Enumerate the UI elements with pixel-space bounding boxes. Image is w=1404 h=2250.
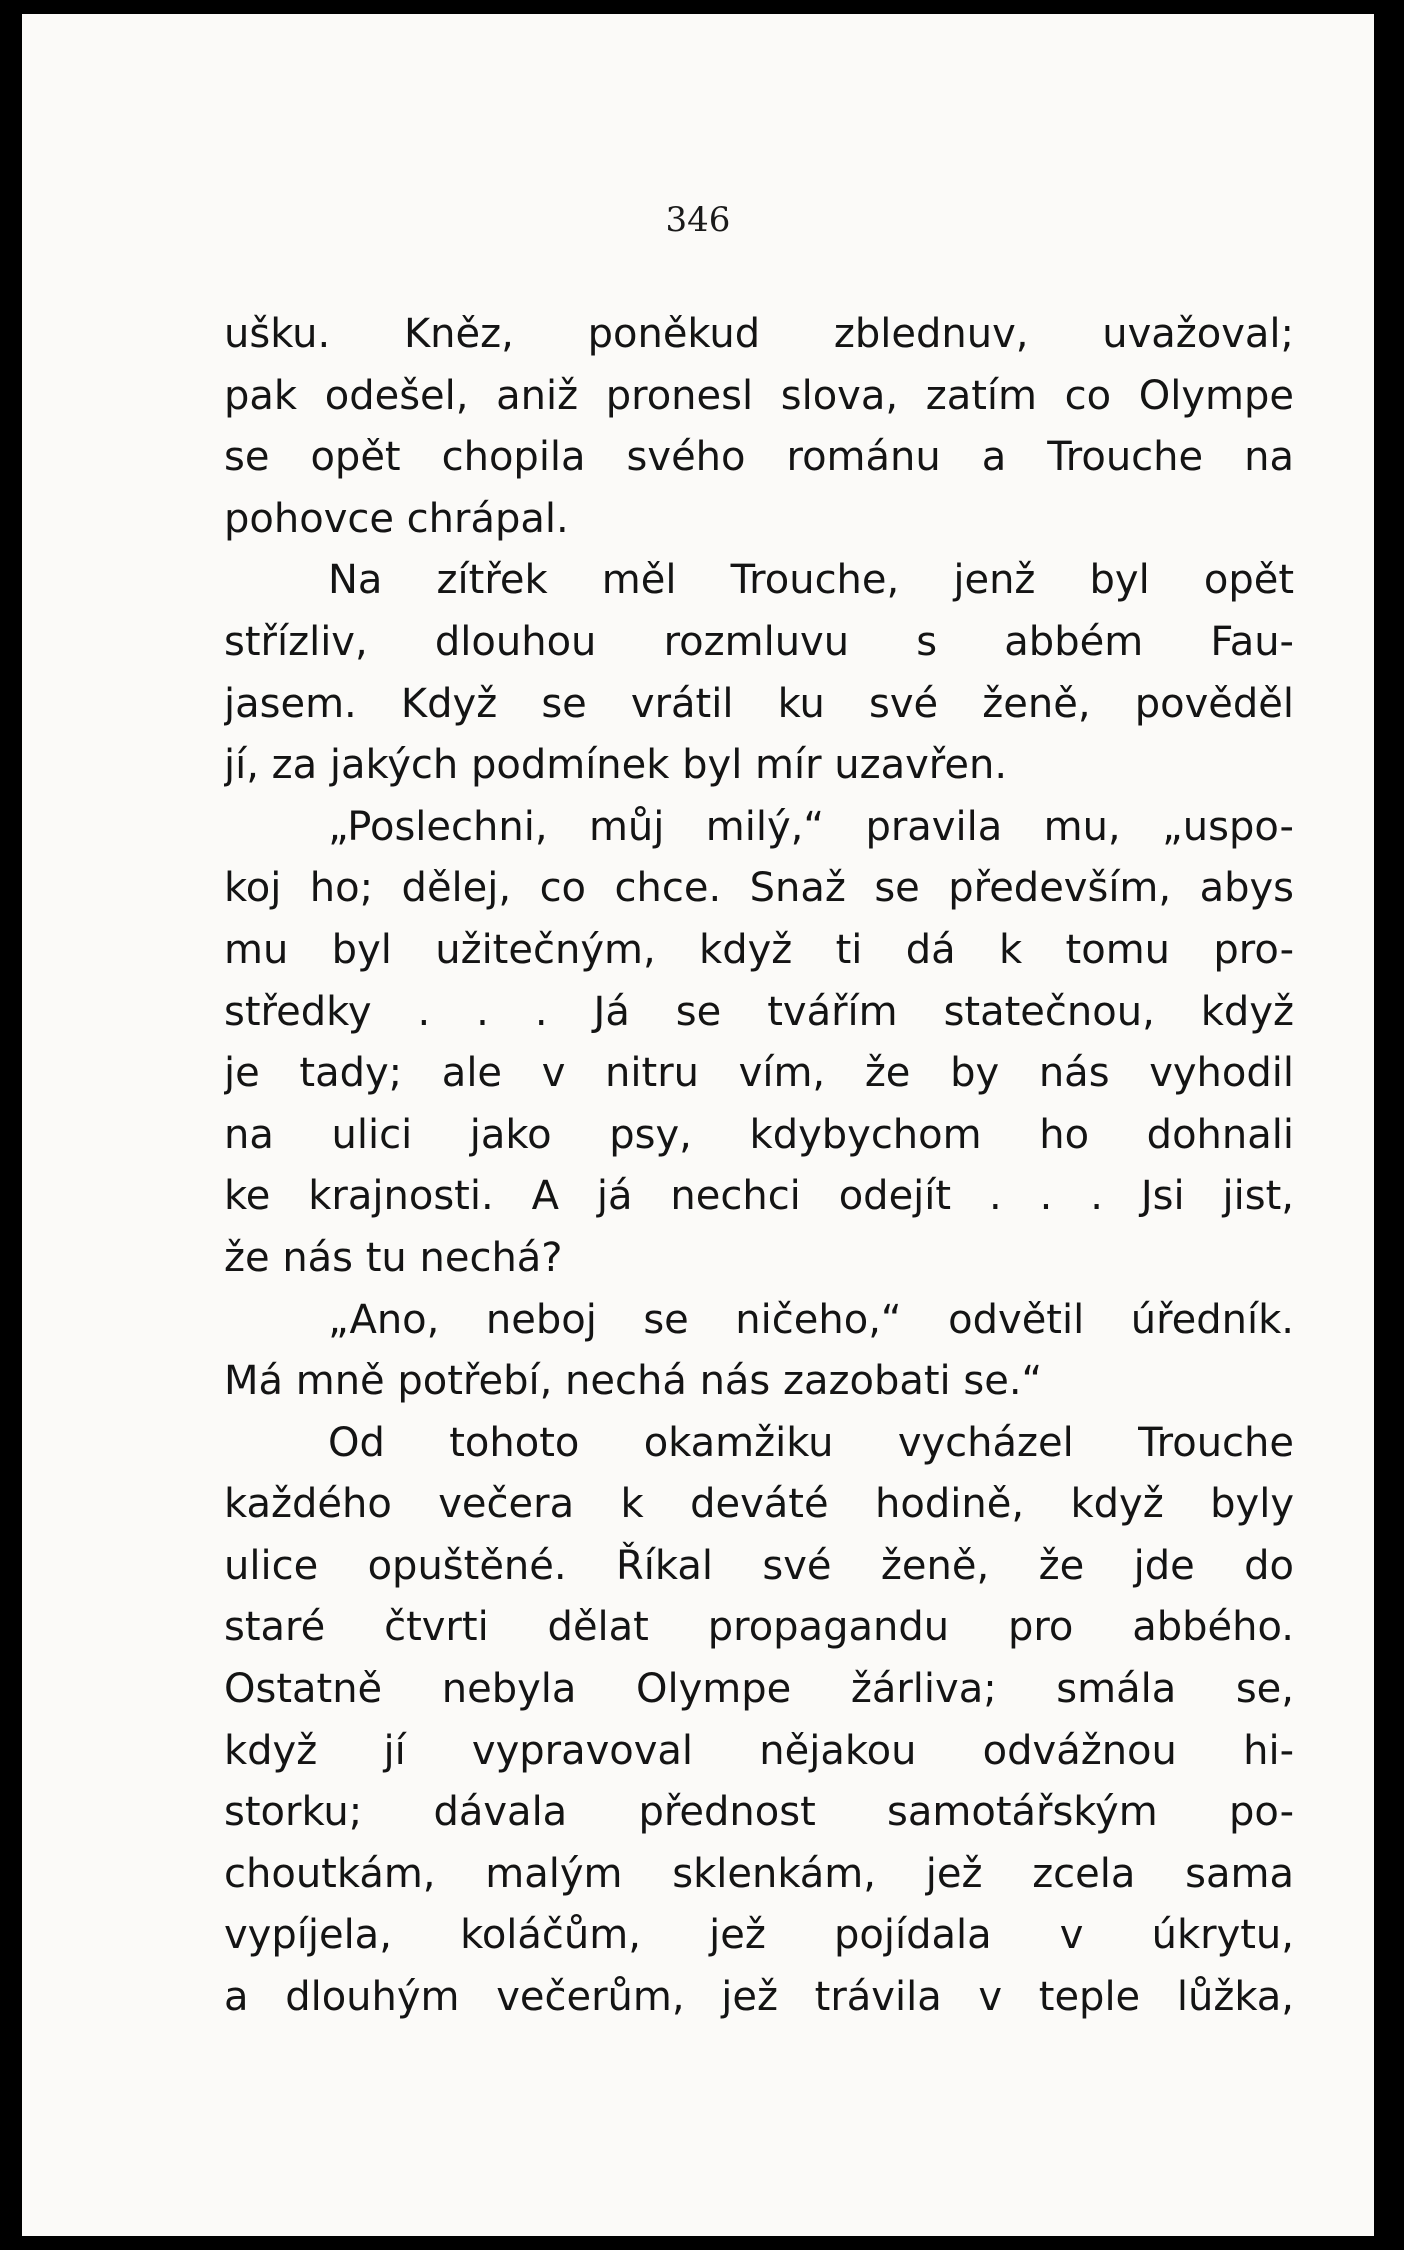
text-line: ke krajnosti. A já nechci odejít . . . Jsi jist, <box>224 1173 1294 1220</box>
text-line: Na zítřek měl Trouche, jenž byl opět <box>328 557 1294 604</box>
text-line: jí, za jakých podmínek byl mír uzavřen. <box>224 742 1008 789</box>
text-line: koj ho; dělej, co chce. Snaž se především, abys <box>224 865 1294 912</box>
book-page <box>22 14 1374 2236</box>
text-line: choutkám, malým sklenkám, jež zcela sama <box>224 1850 1294 1897</box>
text-line: jasem. Když se vrátil ku své ženě, pověděl <box>224 680 1294 727</box>
text-line: středky . . . Já se tvářím statečnou, když <box>224 988 1294 1035</box>
text-line: staré čtvrti dělat propagandu pro abbého. <box>224 1604 1294 1651</box>
text-line: Má mně potřebí, nechá nás zazobati se.“ <box>224 1358 1043 1405</box>
text-line: „Poslechni, můj milý,“ pravila mu, „uspo- <box>328 803 1294 850</box>
text-line: se opět chopila svého románu a Trouche na <box>224 434 1294 481</box>
body-text <box>224 304 1294 2029</box>
text-line: a dlouhým večerům, jež trávila v teple lůžka, <box>224 1974 1294 2021</box>
text-line: Od tohoto okamžiku vycházel Trouche <box>328 1419 1294 1466</box>
text-line: ulice opuštěné. Říkal své ženě, že jde do <box>224 1542 1294 1589</box>
text-line: každého večera k deváté hodině, když byly <box>224 1481 1294 1528</box>
text-line: Ostatně nebyla Olympe žárliva; smála se, <box>224 1666 1294 1713</box>
text-line: mu byl užitečným, když ti dá k tomu pro- <box>224 926 1294 973</box>
page-number: 346 <box>665 200 731 240</box>
text-line: že nás tu nechá? <box>224 1234 563 1281</box>
text-line: na ulici jako psy, kdybychom ho dohnali <box>224 1111 1294 1158</box>
text-line: ušku. Kněz, poněkud zblednuv, uvažoval; <box>224 311 1294 357</box>
text-line: pohovce chrápal. <box>224 495 569 542</box>
text-line: storku; dávala přednost samotářským po- <box>224 1789 1294 1836</box>
text-line: „Ano, neboj se ničeho,“ odvětil úředník. <box>328 1296 1294 1343</box>
text-line: vypíjela, koláčům, jež pojídala v úkrytu, <box>224 1912 1294 1959</box>
text-line: když jí vypravoval nějakou odvážnou hi- <box>224 1727 1294 1774</box>
text-line: střízliv, dlouhou rozmluvu s abbém Fau- <box>224 618 1294 665</box>
text-line: je tady; ale v nitru vím, že by nás vyhodil <box>224 1050 1294 1097</box>
text-line: pak odešel, aniž pronesl slova, zatím co Olympe <box>224 372 1294 419</box>
